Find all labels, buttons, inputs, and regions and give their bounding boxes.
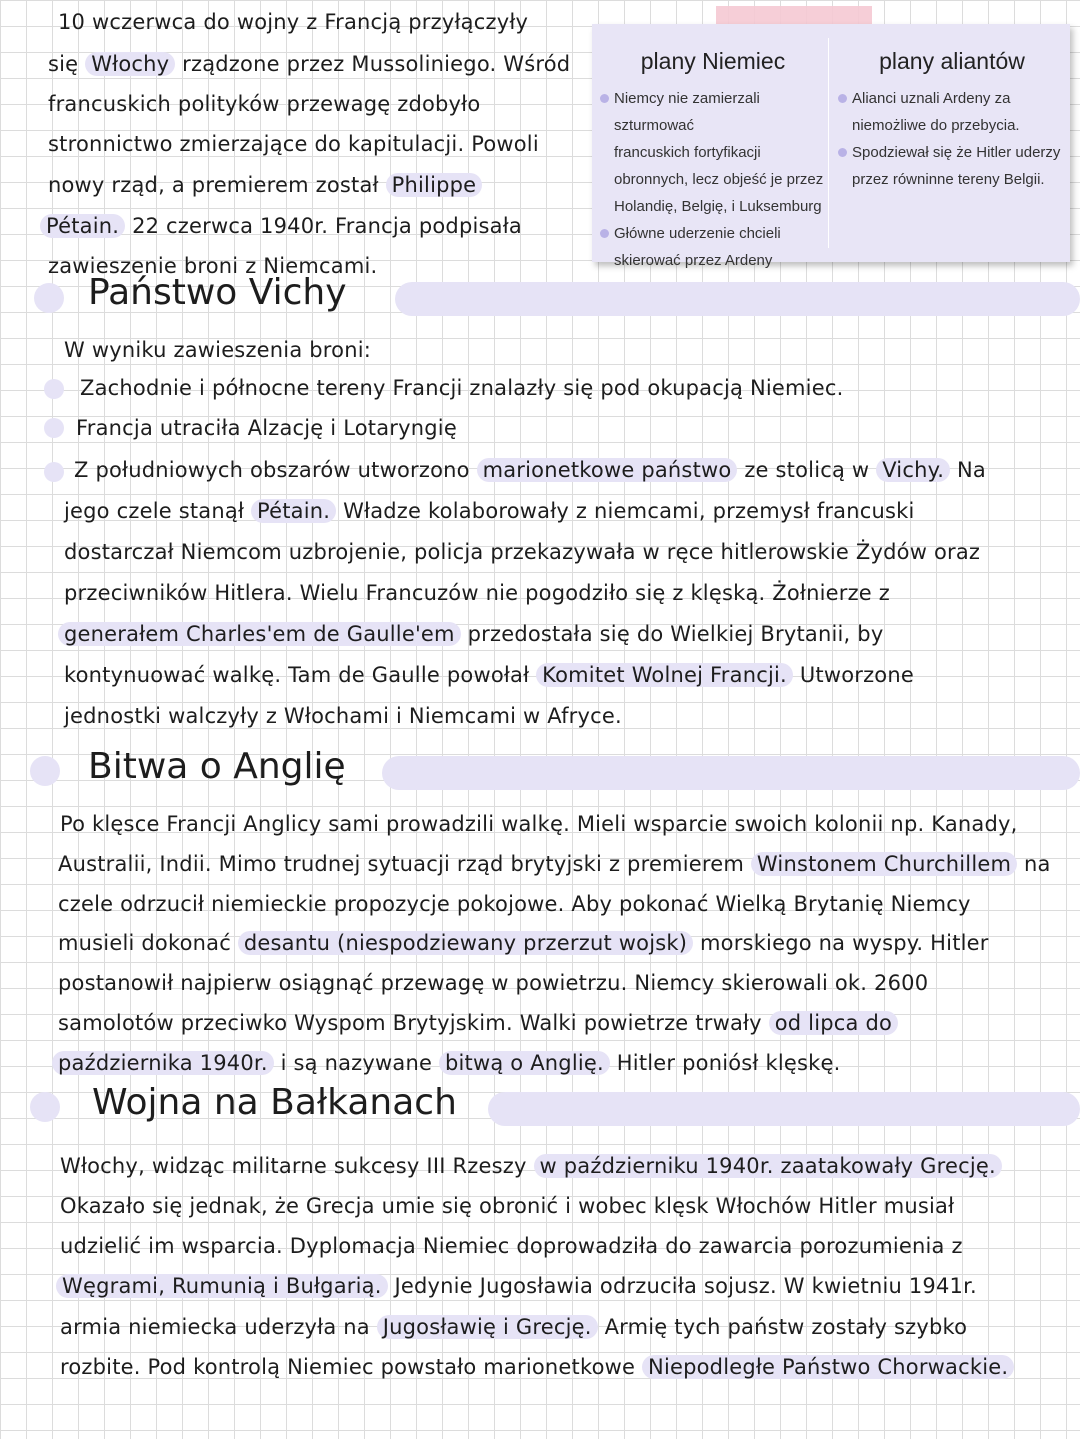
card-left-line: Niemcy nie zamierzali szturmować (600, 85, 826, 139)
highlight: Winstonem Churchillem (751, 852, 1017, 876)
card-right-line: przez równinne tereny Belgii. (852, 171, 1045, 188)
highlight: Pétain. (40, 214, 125, 238)
highlight: marionetkowe państwo (477, 458, 738, 482)
highlight: października 1940r. (52, 1051, 274, 1075)
card-right-line: Alianci uznali Ardeny za (838, 85, 1066, 112)
highlight: generałem Charles'em de Gaulle'em (58, 622, 461, 646)
balkany-line: Okazało się jednak, że Grecja umie się obronić i wobec klęsk Włochów Hitler musiał (60, 1194, 955, 1218)
heading-dot (34, 283, 64, 313)
card-left-line: skierować przez Ardeny (614, 252, 773, 269)
balkany-line: Węgrami, Rumunią i Bułgarią. Jedynie Jugosławia odrzuciła sojusz. W kwietniu 1941r. (56, 1274, 977, 1298)
anglia-line: Po klęsce Francji Anglicy sami prowadzili walkę. Mieli wsparcie swoich kolonii np. Kanady, (60, 812, 1018, 836)
balkany-line: udzielić im wsparcia. Dyplomacja Niemiec doprowadziła do zawarcia porozumienia z (60, 1234, 963, 1258)
intro-line: 10 wczerwca do wojny z Francją przyłączyły (58, 10, 529, 34)
highlight: bitwą o Anglię. (439, 1051, 610, 1075)
card-left-line: Holandię, Belgię, i Luksemburg (614, 198, 822, 215)
card-right-column (838, 24, 1066, 193)
vichy-intro: W wyniku zawieszenia broni: (64, 338, 372, 362)
intro-line: stronnictwo zmierzające do kapitulacji. Powoli (48, 132, 539, 156)
highlight: Jugosławię i Grecję. (377, 1315, 598, 1339)
anglia-line: października 1940r. i są nazywane bitwą o Anglię. Hitler poniósł klęskę. (52, 1051, 841, 1075)
note-card (592, 24, 1070, 269)
highlight: Komitet Wolnej Francji. (536, 663, 793, 687)
highlight: desantu (niespodziewany przerzut wojsk) (238, 931, 693, 955)
anglia-line: musieli dokonać desantu (niespodziewany przerzut wojsk) morskiego na wyspy. Hitler (58, 931, 989, 955)
intro-line: nowy rząd, a premierem został Philippe (48, 173, 482, 197)
section-heading-balkany: Wojna na Bałkanach (92, 1082, 457, 1123)
card-right-line: niemożliwe do przebycia. (852, 117, 1020, 134)
vichy-line: jego czele stanął Pétain. Władze kolaborowały z niemcami, przemysł francuski (64, 499, 915, 523)
highlight: Włochy (85, 52, 175, 76)
section-heading-vichy: Państwo Vichy (88, 272, 347, 313)
card-right-title: plany aliantów (879, 48, 1025, 74)
highlight: Vichy. (876, 458, 950, 482)
vichy-line: przeciwników Hitlera. Wielu Francuzów nie pogodziło się z klęską. Żołnierze z (64, 581, 891, 605)
highlight: Philippe (386, 173, 483, 197)
balkany-line: rozbite. Pod kontrolą Niemiec powstało marionetkowe Niepodległe Państwo Chorwackie. (60, 1355, 1014, 1379)
balkany-line: armia niemiecka uderzyła na Jugosławię i Grecję. Armię tych państw zostały szybko (60, 1315, 968, 1339)
bullet-dot (44, 462, 64, 482)
anglia-line: Australii, Indii. Mimo trudnej sytuacji rząd brytyjski z premierem Winstonem Churchillem na (58, 852, 1051, 876)
heading-bar (395, 282, 1080, 316)
highlight: Pétain. (251, 499, 336, 523)
intro-line: Pétain. 22 czerwca 1940r. Francja podpisała (40, 214, 522, 238)
highlight: od lipca do (769, 1011, 898, 1035)
highlight: Węgrami, Rumunią i Bułgarią. (56, 1274, 388, 1298)
bullet-dot (44, 418, 64, 438)
intro-line: francuskich polityków przewagę zdobyło (48, 92, 481, 116)
card-divider (828, 38, 829, 248)
balkany-line: Włochy, widząc militarne sukcesy III Rzeszy w październiku 1940r. zaatakowały Grecję. (60, 1154, 1002, 1178)
vichy-line: generałem Charles'em de Gaulle'em przedostała się do Wielkiej Brytanii, by (58, 622, 883, 646)
heading-bar (382, 756, 1080, 790)
vichy-bullet: Zachodnie i północne tereny Francji znalazły się pod okupacją Niemiec. (80, 376, 844, 400)
bullet-dot (44, 379, 64, 399)
vichy-line: Z południowych obszarów utworzono marionetkowe państwo ze stolicą w Vichy. Na (74, 458, 986, 482)
card-left-line: Główne uderzenie chcieli (600, 220, 826, 247)
vichy-line: kontynuować walkę. Tam de Gaulle powołał Komitet Wolnej Francji. Utworzone (64, 663, 914, 687)
vichy-bullet: Francja utraciła Alzację i Lotaryngię (76, 416, 457, 440)
card-right-line: Spodziewał się że Hitler uderzy (838, 139, 1066, 166)
card-left-line: francuskich fortyfikacji (614, 144, 761, 161)
heading-bar (488, 1092, 1080, 1126)
highlight: w październiku 1940r. zaatakowały Grecję. (534, 1154, 1002, 1178)
section-heading-anglia: Bitwa o Anglię (88, 746, 346, 787)
vichy-line: dostarczał Niemcom uzbrojenie, policja przekazywała w ręce hitlerowskie Żydów oraz (64, 540, 981, 564)
highlight: Niepodległe Państwo Chorwackie. (642, 1355, 1014, 1379)
anglia-line: czele odrzucił niemieckie propozycje pokojowe. Aby pokonać Wielką Brytanię Niemcy (58, 892, 971, 916)
intro-line: zawieszenie broni z Niemcami. (48, 254, 378, 278)
intro-line: się Włochy rządzone przez Mussoliniego. Wśród (48, 52, 571, 76)
heading-dot (30, 756, 60, 786)
anglia-line: postanowił najpierw osiągnąć przewagę w powietrzu. Niemcy skierowali ok. 2600 (58, 971, 929, 995)
card-left-line: obronnych, lecz objeść je przez (614, 171, 824, 188)
card-left-column (600, 24, 826, 274)
vichy-line: jednostki walczyły z Włochami i Niemcami w Afryce. (64, 704, 622, 728)
card-left-title: plany Niemiec (640, 48, 786, 74)
heading-dot (30, 1092, 60, 1122)
anglia-line: samolotów przeciwko Wyspom Brytyjskim. Walki powietrze trwały od lipca do (58, 1011, 898, 1035)
